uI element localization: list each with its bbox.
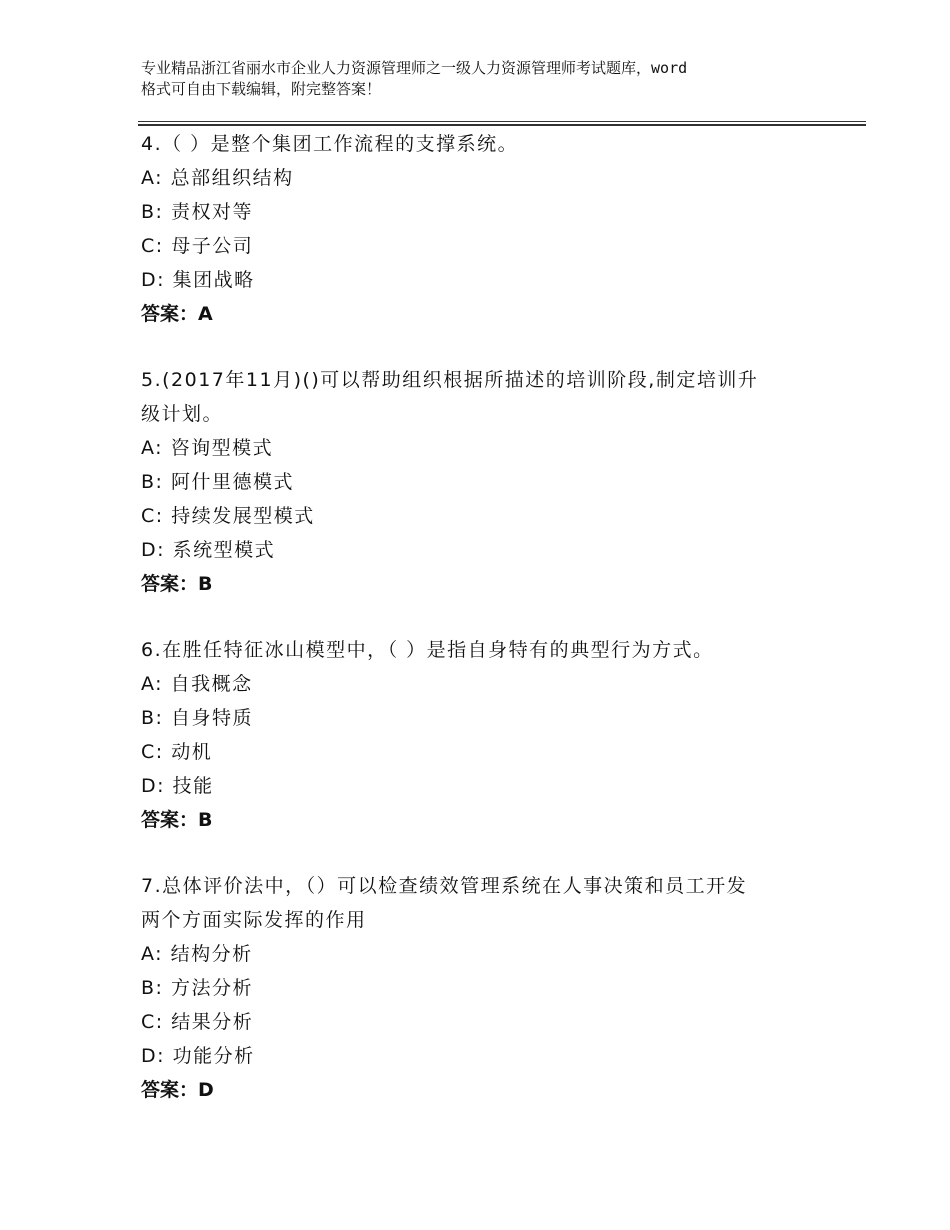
option-d: D: 技能 (141, 775, 214, 797)
option-c: C: 持续发展型模式 (141, 505, 315, 527)
option-d: D: 功能分析 (141, 1045, 255, 1067)
question-stem: 6.在胜任特征冰山模型中，（ ）是指自身特有的典型行为方式。 (141, 639, 714, 661)
option-c: C: 母子公司 (141, 235, 254, 257)
option-a: A: 自我概念 (141, 673, 253, 695)
option-b: B: 自身特质 (141, 707, 253, 729)
question-stem-continued: 级计划。 (141, 403, 224, 425)
option-c: C: 结果分析 (141, 1011, 254, 1033)
option-c: C: 动机 (141, 741, 213, 763)
option-a: A: 结构分析 (141, 943, 253, 965)
question-stem-continued: 两个方面实际发挥的作用 (141, 909, 367, 931)
option-d: D: 集团战略 (141, 269, 255, 291)
question-5 (141, 363, 841, 601)
option-a: A: 总部组织结构 (141, 167, 294, 189)
question-6 (141, 633, 841, 837)
answer: 答案：B (141, 573, 213, 595)
header-line-1: 专业精品浙江省丽水市企业人力资源管理师之一级人力资源管理师考试题库，word (141, 59, 688, 77)
answer: 答案：D (141, 1079, 214, 1101)
header-line-2: 格式可自由下载编辑，附完整答案！ (141, 80, 382, 98)
question-stem: 4.（ ）是整个集团工作流程的支撑系统。 (141, 133, 519, 155)
question-stem: 7.总体评价法中，（）可以检查绩效管理系统在人事决策和员工开发 (141, 875, 748, 897)
answer: 答案：B (141, 809, 213, 831)
question-stem: 5.(2017年11月)()可以帮助组织根据所描述的培训阶段,制定培训升 (141, 369, 759, 391)
question-list (141, 127, 841, 1139)
question-7 (141, 869, 841, 1107)
header-divider-thick (138, 124, 866, 126)
document-header (141, 58, 841, 100)
option-b: B: 责权对等 (141, 201, 253, 223)
header-divider-thin (138, 121, 866, 122)
option-a: A: 咨询型模式 (141, 437, 274, 459)
question-4 (141, 127, 841, 331)
answer: 答案：A (141, 303, 213, 325)
option-b: B: 阿什里德模式 (141, 471, 294, 493)
option-b: B: 方法分析 (141, 977, 253, 999)
option-d: D: 系统型模式 (141, 539, 276, 561)
